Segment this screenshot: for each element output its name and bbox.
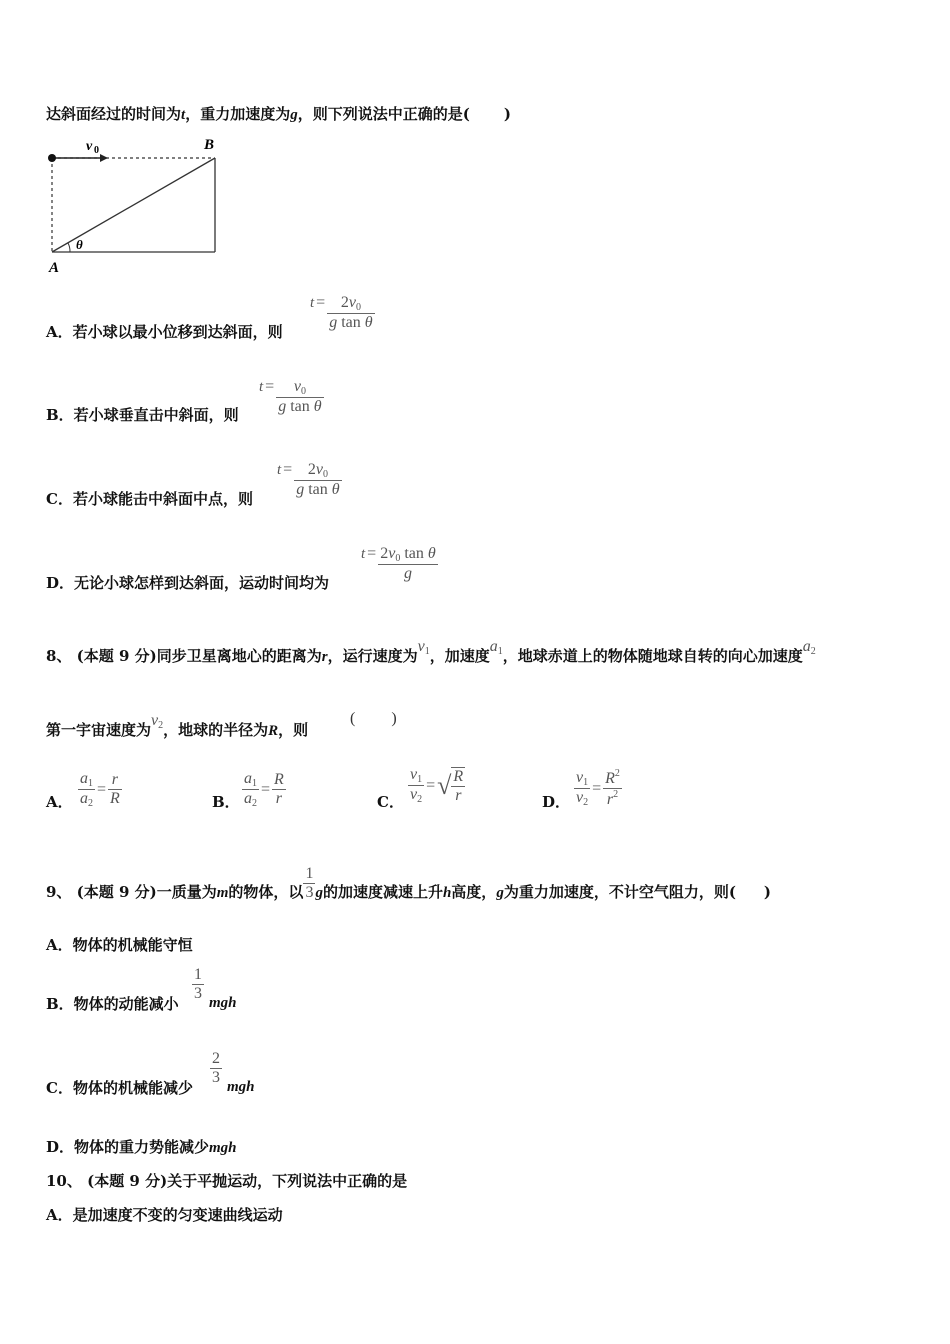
q8-option-c-formula: $\frac{v_1}{v_2}$ =√ $\frac{R}{r}$ bbox=[410, 766, 464, 805]
q7-stem-end: ，则下列说法中正确的是( bbox=[297, 105, 470, 123]
q9-option-c-mgh bbox=[227, 1077, 255, 1096]
q7-option-b-formula: t = $\frac{v_0}{\text{g tan θ}}$ bbox=[259, 378, 322, 415]
q9-option-a bbox=[46, 934, 193, 955]
q9-prefix: 9、 (本题 9 分)一质量为 bbox=[46, 883, 217, 902]
q8-mid3: ，地球赤道上的物体随地球自转的向心加速度 bbox=[502, 647, 803, 665]
q9-mid3: 高度， bbox=[451, 883, 497, 902]
q9-option-c-formula: $\frac{2}{3}$ bbox=[212, 1050, 220, 1086]
q9-option-d-text: D．物体的重力势能减少 bbox=[46, 1138, 210, 1156]
var-h: h bbox=[442, 885, 452, 902]
q8-option-d-label: D． bbox=[542, 793, 571, 811]
q9-option-b-formula: $\frac{1}{3}$ bbox=[194, 966, 202, 1002]
var-g: g bbox=[290, 107, 298, 123]
q9-option-b bbox=[46, 993, 179, 1014]
q8-mid1: ，运行速度为 bbox=[327, 647, 418, 665]
q9-close: ) bbox=[763, 883, 772, 902]
q9-option-c bbox=[46, 1077, 193, 1098]
q9-option-b-text: B．物体的动能减小 bbox=[46, 995, 179, 1013]
var-r: r bbox=[321, 649, 328, 665]
var-v1: $v_1$ bbox=[417, 638, 430, 657]
q7-option-a-text: A．若小球以最小位移到达斜面，则 bbox=[46, 323, 283, 341]
q9-option-c-text: C．物体的机械能减少 bbox=[46, 1079, 193, 1097]
label-v0: v bbox=[86, 139, 93, 154]
q10-option-a bbox=[46, 1204, 283, 1225]
q9-option-a-text: A．物体的机械能守恒 bbox=[46, 936, 193, 954]
q7-option-b bbox=[46, 404, 239, 425]
var-a1: $a_1$ bbox=[489, 638, 503, 657]
q10-stem bbox=[46, 1170, 407, 1191]
q9-mid2: 的加速度减速上升 bbox=[322, 883, 443, 902]
q7-option-b-text: B．若小球垂直击中斜面，则 bbox=[46, 406, 239, 424]
ball-dot bbox=[48, 154, 56, 162]
q7-option-a bbox=[46, 321, 283, 342]
var-t: t bbox=[181, 107, 186, 123]
q7-stem bbox=[46, 103, 511, 124]
q7-option-a-formula: t = $\frac{2v_0}{\text{g tan θ}}$ bbox=[310, 294, 373, 331]
label-B: B bbox=[204, 137, 215, 153]
q8-line2-end: ，则 bbox=[278, 721, 309, 739]
q9-end: 为重力加速度，不计空气阻力，则( bbox=[503, 883, 736, 902]
var-v2: $v_2$ bbox=[151, 712, 164, 731]
q7-stem-mid: ，重力加速度为 bbox=[185, 105, 291, 123]
q7-option-d bbox=[46, 572, 329, 593]
q7-option-c bbox=[46, 488, 253, 509]
q8-line2-mid: ，地球的半径为 bbox=[163, 721, 269, 739]
q8-answer-paren: ( ) bbox=[350, 710, 397, 727]
q7-stem-close: ) bbox=[503, 105, 511, 123]
var-mgh-c: mgh bbox=[227, 1079, 255, 1095]
q7-stem-text: 达斜面经过的时间为 bbox=[46, 105, 182, 123]
incline-figure bbox=[40, 132, 230, 277]
q8-option-b-formula: $\frac{a_1}{a_2}$ = $\frac{R}{r}$ bbox=[244, 770, 284, 809]
q7-option-d-formula: t = $\frac{2v_0 \tan \theta}{g}$ bbox=[361, 545, 436, 582]
label-theta: θ bbox=[76, 237, 83, 252]
var-g-q9: g bbox=[315, 885, 323, 902]
q8-option-a-formula: $\frac{a_1}{a_2}$ = $\frac{r}{R}$ bbox=[80, 770, 120, 809]
var-m: m bbox=[216, 885, 229, 902]
q10-option-a-text: A．是加速度不变的匀变速曲线运动 bbox=[46, 1206, 283, 1224]
q8-stem-line1 bbox=[46, 638, 816, 667]
q8-option-c-label: C． bbox=[377, 793, 404, 811]
label-v0-sub: 0 bbox=[94, 145, 99, 156]
q8-option-b-label: B． bbox=[212, 793, 240, 811]
label-A: A bbox=[49, 260, 60, 276]
var-R: R bbox=[268, 723, 279, 739]
q8-stem-line2 bbox=[46, 712, 309, 741]
q9-stem bbox=[46, 865, 772, 912]
q7-option-d-text: D．无论小球怎样到达斜面，运动时间均为 bbox=[46, 574, 330, 592]
q9-mid1: 的物体，以 bbox=[228, 883, 304, 902]
q7-option-c-formula: t = $\frac{2v_0}{\text{g tan θ}}$ bbox=[277, 461, 340, 498]
var-mgh-b: mgh bbox=[209, 995, 237, 1011]
q8-mid2: ，加速度 bbox=[429, 647, 490, 665]
var-a2: $a_2$ bbox=[802, 638, 816, 657]
q10-stem-text: 10、 (本题 9 分)关于平抛运动，下列说法中正确的是 bbox=[46, 1172, 408, 1190]
q9-frac-third: $\frac{1}{3}$ bbox=[305, 865, 314, 901]
q9-option-b-mgh bbox=[209, 993, 237, 1012]
q8-prefix: 8、 (本题 9 分)同步卫星离地心的距离为 bbox=[46, 647, 322, 665]
q9-option-d bbox=[46, 1136, 237, 1157]
q8-option-d-formula: $\frac{v_1}{v_2}$ = $\frac{R^2}{r^2}$ bbox=[576, 768, 620, 808]
var-mgh-d: mgh bbox=[209, 1140, 237, 1156]
var-g2: g bbox=[496, 885, 504, 902]
q7-option-c-text: C．若小球能击中斜面中点，则 bbox=[46, 490, 253, 508]
q8-option-a-label: A． bbox=[46, 793, 73, 811]
q8-line2-prefix: 第一宇宙速度为 bbox=[46, 721, 152, 739]
